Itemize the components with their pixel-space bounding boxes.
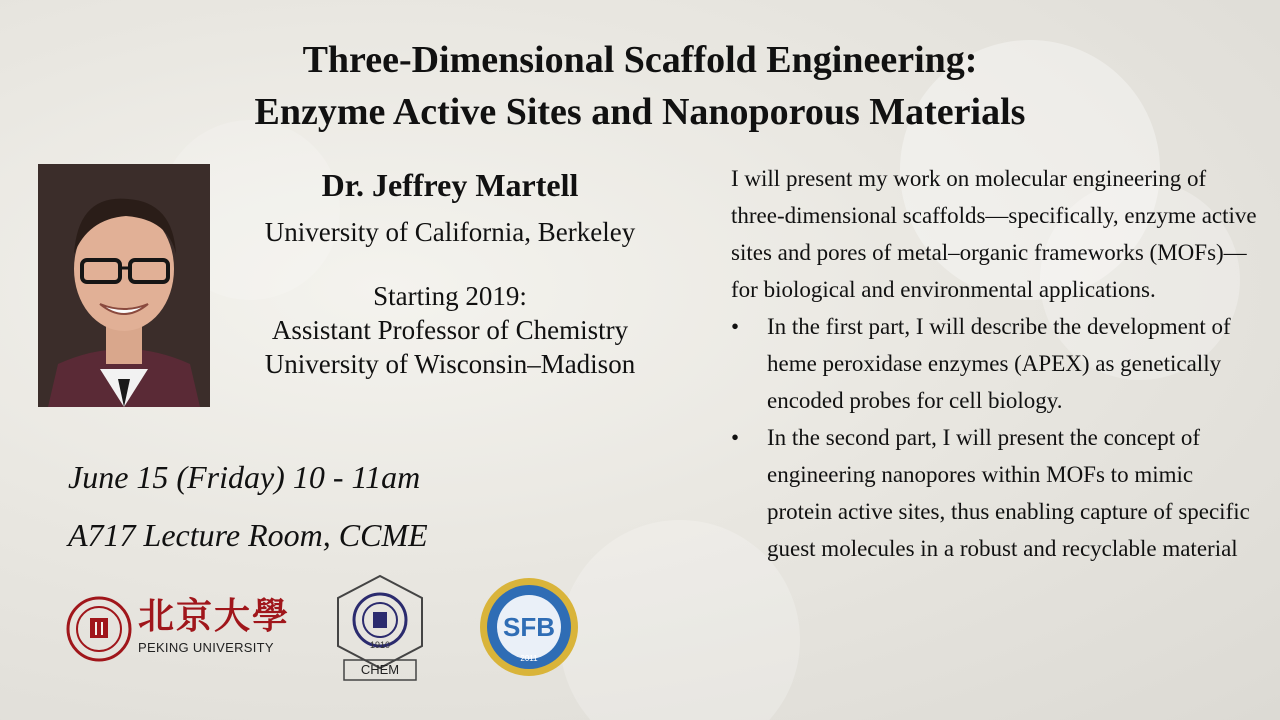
chem-label: CHEM	[360, 662, 400, 677]
bullet-text: In the second part, I will present the concept of engineering nanopores within MOFs to mimic protein active sites, thus enabling capture of specific guest molecules in a robust and recyclable material	[767, 425, 1250, 561]
sfb-text: SFB	[503, 612, 555, 642]
abstract-intro: I will present my work on molecular engineering of three-dimensional scaffolds—specifically, enzyme active sites and pores of metal–organic frameworks (MOFs)—for biological and environmental applications.	[731, 166, 1257, 302]
speaker-photo	[38, 164, 210, 407]
speaker-new-affiliation: University of Wisconsin–Madison	[264, 349, 636, 379]
abstract	[731, 160, 1261, 567]
title-line-2: Enzyme Active Sites and Nanoporous Materials	[254, 91, 1026, 133]
event-datetime: June 15 (Friday) 10 - 11am	[68, 459, 421, 495]
bullet-icon: •	[731, 314, 740, 339]
event-details	[68, 448, 428, 564]
speaker-affiliation: University of California, Berkeley	[264, 217, 636, 247]
pku-chinese-name: 北京大學	[138, 596, 291, 636]
speaker-portrait-illustration	[38, 164, 210, 407]
chem-year: 1910	[369, 640, 391, 650]
sfb-year: 2011	[520, 654, 538, 663]
speaker-name: Dr. Jeffrey Martell	[321, 167, 579, 203]
starting-date: Starting 2019:	[373, 281, 527, 311]
bullet-text: In the first part, I will describe the development of heme peroxidase enzymes (APEX) as genetically encoded probes for cell biology.	[767, 314, 1231, 413]
event-location: A717 Lecture Room, CCME	[68, 517, 428, 553]
sfb-center-logo	[478, 576, 580, 678]
title-line-1: Three-Dimensional Scaffold Engineering:	[302, 39, 978, 81]
list-item	[731, 419, 1261, 567]
pku-seal-icon	[66, 596, 132, 662]
slide-title	[0, 34, 1280, 138]
peking-university-logo	[66, 596, 296, 662]
pku-english-name: PEKING UNIVERSITY	[138, 640, 274, 655]
speaker-position: Assistant Professor of Chemistry	[271, 315, 629, 345]
sfb-emblem-icon	[478, 576, 580, 678]
speaker-info	[225, 165, 675, 381]
abstract-bullets	[731, 308, 1261, 567]
list-item	[731, 308, 1261, 419]
bullet-icon: •	[731, 425, 740, 450]
chemistry-college-logo	[334, 574, 426, 682]
